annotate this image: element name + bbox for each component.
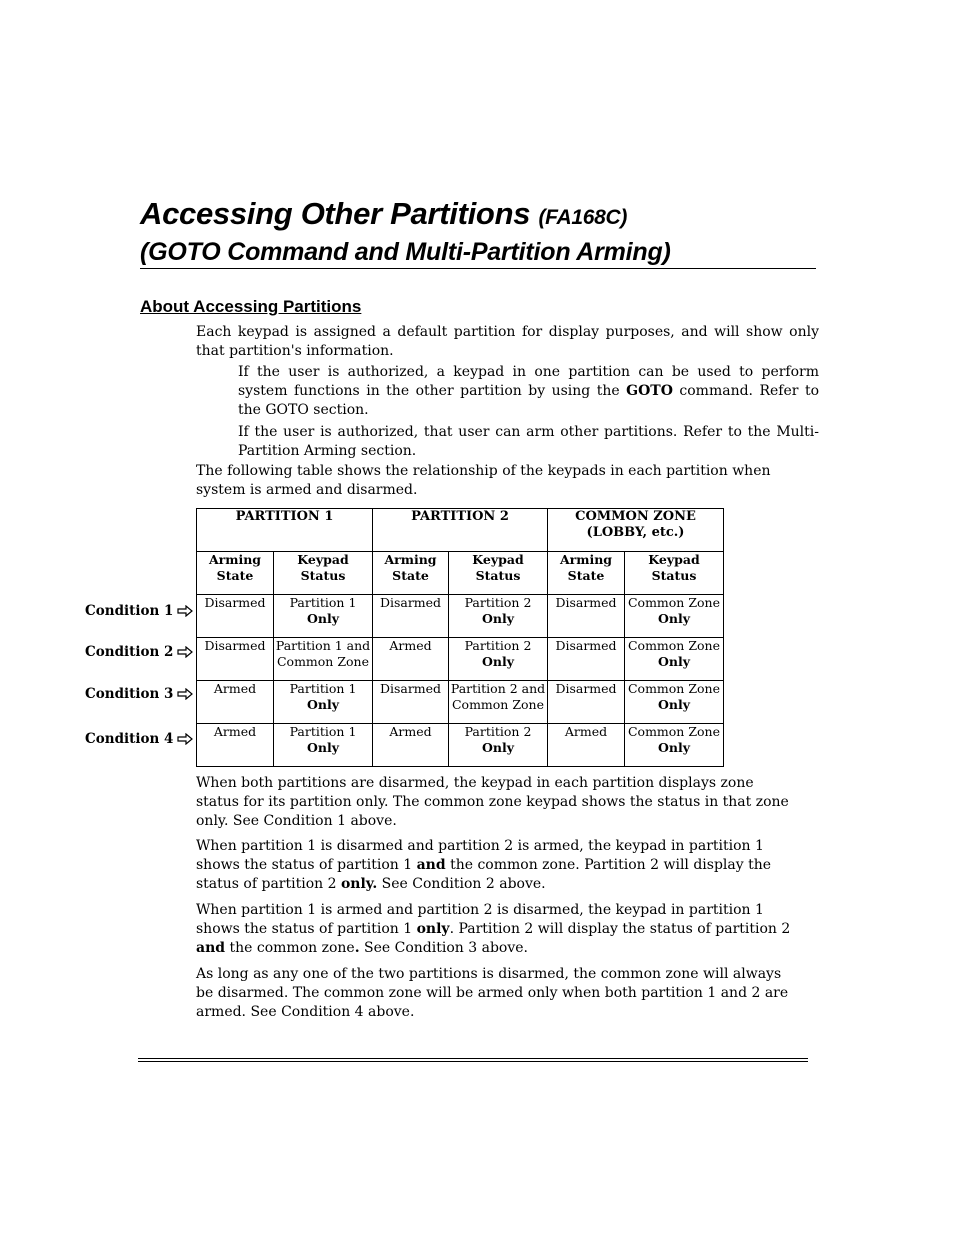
cell-line-2: Only xyxy=(307,611,339,626)
cell-line-1: Disarmed xyxy=(379,595,442,610)
cell-line-1: Common Zone xyxy=(627,638,720,653)
explain3-bold-and: and xyxy=(196,940,226,956)
title-model-code: (FA168C) xyxy=(538,206,628,229)
sub-header-line-2: State xyxy=(392,568,429,583)
cell-line-2: Common Zone xyxy=(276,654,369,669)
sub-header-line-1: Arming xyxy=(384,552,437,567)
partition-status-table xyxy=(196,508,724,767)
table-row xyxy=(197,681,724,724)
sub-header-line-1: Keypad xyxy=(472,552,524,567)
keypad-status-cell xyxy=(625,724,724,767)
sub-header-line-2: State xyxy=(567,568,605,583)
condition-label-text: Condition 1 xyxy=(85,603,174,619)
table-group-header-row xyxy=(197,509,724,552)
cell-line-1: Armed xyxy=(564,724,608,739)
sub-header-keypad-status xyxy=(625,552,724,595)
arrow-right-icon xyxy=(177,733,193,745)
cell-line-1: Armed xyxy=(389,724,432,739)
cell-line-1: Disarmed xyxy=(379,681,442,696)
arming-state-cell xyxy=(373,681,449,724)
explanation-condition-2 xyxy=(196,837,796,894)
cell-line-2: Only xyxy=(482,740,514,755)
intro-paragraph: Each keypad is assigned a default partition for display purposes, and will show only that partition's information. xyxy=(196,324,819,359)
keypad-status-cell xyxy=(449,638,548,681)
arrow-right-icon xyxy=(177,605,193,617)
arming-state-cell xyxy=(197,595,274,638)
explain3-text-e: the common zone xyxy=(225,940,355,956)
cell-line-2: Common Zone xyxy=(451,697,544,712)
cell-line-1: Disarmed xyxy=(204,638,266,653)
cell-line-2: Only xyxy=(482,611,514,626)
cell-line-2: Only xyxy=(658,611,690,626)
cell-line-2: Only xyxy=(658,740,690,755)
keypad-status-cell xyxy=(449,595,548,638)
arming-state-cell xyxy=(548,638,625,681)
cell-line-1: Partition 1 and xyxy=(275,638,371,653)
table-body xyxy=(197,595,724,767)
cell-line-1: Partition 2 and xyxy=(450,681,546,696)
arming-state-cell xyxy=(197,724,274,767)
group-header-partition-2: PARTITION 2 xyxy=(373,509,548,552)
condition-label xyxy=(85,603,193,619)
cell-line-2: Only xyxy=(658,697,690,712)
cell-line-2: Only xyxy=(307,740,339,755)
explain2-text-c: the common zone. Partition 2 will display the status of partition 2 xyxy=(196,857,772,892)
arming-state-cell xyxy=(548,724,625,767)
keypad-status-cell xyxy=(274,681,373,724)
table-sub-header-row xyxy=(197,552,724,595)
sub-header-keypad-status xyxy=(449,552,548,595)
cell-line-1: Disarmed xyxy=(204,595,266,610)
sub-header-arming-state xyxy=(548,552,625,595)
cell-line-2: Only xyxy=(307,697,339,712)
condition-label xyxy=(85,731,193,747)
table-row xyxy=(197,638,724,681)
cell-line-1: Armed xyxy=(389,638,432,653)
title-line-1 xyxy=(140,196,816,236)
footer-rule-bottom xyxy=(138,1061,808,1062)
cell-line-1: Disarmed xyxy=(555,595,617,610)
cell-line-1: Armed xyxy=(213,681,257,696)
arrow-right-icon xyxy=(177,646,193,658)
goto-paragraph xyxy=(238,363,819,420)
explain2-bold-only: only. xyxy=(340,876,378,892)
sub-header-line-1: Keypad xyxy=(648,552,700,567)
cell-line-1: Armed xyxy=(213,724,257,739)
sub-header-line-1: Arming xyxy=(559,552,613,567)
sub-header-line-2: Status xyxy=(300,568,346,583)
cell-line-1: Partition 1 xyxy=(289,595,357,610)
cell-line-1: Common Zone xyxy=(627,724,720,739)
explain3-bold-only: only xyxy=(416,921,450,937)
title-line-2: (GOTO Command and Multi-Partition Arming) xyxy=(140,238,671,266)
goto-keyword: GOTO xyxy=(626,383,673,399)
explain3-text-c: . Partition 2 will display the status of partition 2 xyxy=(449,921,791,937)
cell-line-1: Partition 1 xyxy=(289,724,357,739)
cell-line-1: Partition 2 xyxy=(464,724,532,739)
sub-header-keypad-status xyxy=(274,552,373,595)
explain2-bold-and: and xyxy=(416,857,446,873)
goto-text-1: If the user is authorized, a keypad in one partition can be used to perform system functions in the other partition by using the xyxy=(238,364,819,399)
cell-line-1: Partition 2 xyxy=(464,595,532,610)
cell-line-1: Disarmed xyxy=(555,638,617,653)
title-main: Accessing Other Partitions xyxy=(140,196,531,231)
sub-header-line-2: State xyxy=(216,568,254,583)
sub-header-line-1: Keypad xyxy=(297,552,349,567)
sub-header-line-2: Status xyxy=(475,568,521,583)
arrow-right-icon xyxy=(177,688,193,700)
sub-header-line-2: Status xyxy=(651,568,697,583)
condition-label-text: Condition 4 xyxy=(85,731,174,747)
sub-header-arming-state xyxy=(373,552,449,595)
explain2-text-e: See Condition 2 above. xyxy=(377,876,546,892)
table-row xyxy=(197,724,724,767)
footer-rule-top xyxy=(138,1058,808,1059)
explanation-condition-1: When both partitions are disarmed, the keypad in each partition displays zone status for its partition only. The common zone keypad shows the status in that zone only. See Condition 1 above. xyxy=(196,775,789,829)
multi-partition-paragraph: If the user is authorized, that user can arm other partitions. Refer to the Multi-Partition Arming section. xyxy=(238,424,819,459)
sub-header-arming-state xyxy=(197,552,274,595)
table-intro-paragraph: The following table shows the relationship of the keypads in each partition when system is armed and disarmed. xyxy=(196,463,771,498)
arming-state-cell xyxy=(373,638,449,681)
keypad-status-cell xyxy=(449,724,548,767)
arming-state-cell xyxy=(197,681,274,724)
keypad-status-cell xyxy=(274,724,373,767)
arming-state-cell xyxy=(548,595,625,638)
cell-line-2: Only xyxy=(658,654,690,669)
cell-line-1: Common Zone xyxy=(627,595,720,610)
keypad-status-cell xyxy=(625,638,724,681)
arming-state-cell xyxy=(197,638,274,681)
title-rule xyxy=(140,268,816,269)
explain3-bold-period: . xyxy=(354,940,360,956)
keypad-status-cell xyxy=(625,681,724,724)
keypad-status-cell xyxy=(274,595,373,638)
sub-header-line-1: Arming xyxy=(208,552,262,567)
cell-line-1: Partition 1 xyxy=(289,681,357,696)
condition-label xyxy=(85,686,193,702)
explanation-condition-3 xyxy=(196,901,796,958)
explain3-text-g: See Condition 3 above. xyxy=(359,940,528,956)
group-header-partition-1: PARTITION 1 xyxy=(197,509,373,552)
explain3-text-a: When partition 1 is armed and partition 2 is disarmed, the keypad in partition 1 shows the status of partition 1 xyxy=(196,902,764,937)
common-zone-label: COMMON ZONE (LOBBY, etc.) xyxy=(575,509,696,540)
keypad-status-cell xyxy=(625,595,724,638)
cell-line-1: Disarmed xyxy=(555,681,617,696)
section-heading: About Accessing Partitions xyxy=(140,297,362,316)
page-title xyxy=(140,196,816,269)
group-header-common-zone xyxy=(548,509,724,552)
keypad-status-cell xyxy=(274,638,373,681)
condition-label xyxy=(85,644,193,660)
arming-state-cell xyxy=(373,595,449,638)
keypad-status-cell xyxy=(449,681,548,724)
cell-line-2: Only xyxy=(482,654,514,669)
goto-text-2: command. Refer to the GOTO section. xyxy=(238,383,819,418)
cell-line-1: Common Zone xyxy=(627,681,720,696)
arming-state-cell xyxy=(548,681,625,724)
explanation-condition-4: As long as any one of the two partitions is disarmed, the common zone will always be disarmed. The common zone will be armed only when both partition 1 and 2 are armed. See Condition 4 above. xyxy=(196,966,789,1020)
condition-label-text: Condition 3 xyxy=(85,686,174,702)
arming-state-cell xyxy=(373,724,449,767)
explain2-text-a: When partition 1 is disarmed and partition 2 is armed, the keypad in partition 1 shows the status of partition 1 xyxy=(196,838,764,873)
cell-line-1: Partition 2 xyxy=(464,638,532,653)
condition-label-text: Condition 2 xyxy=(85,644,174,660)
table-row xyxy=(197,595,724,638)
